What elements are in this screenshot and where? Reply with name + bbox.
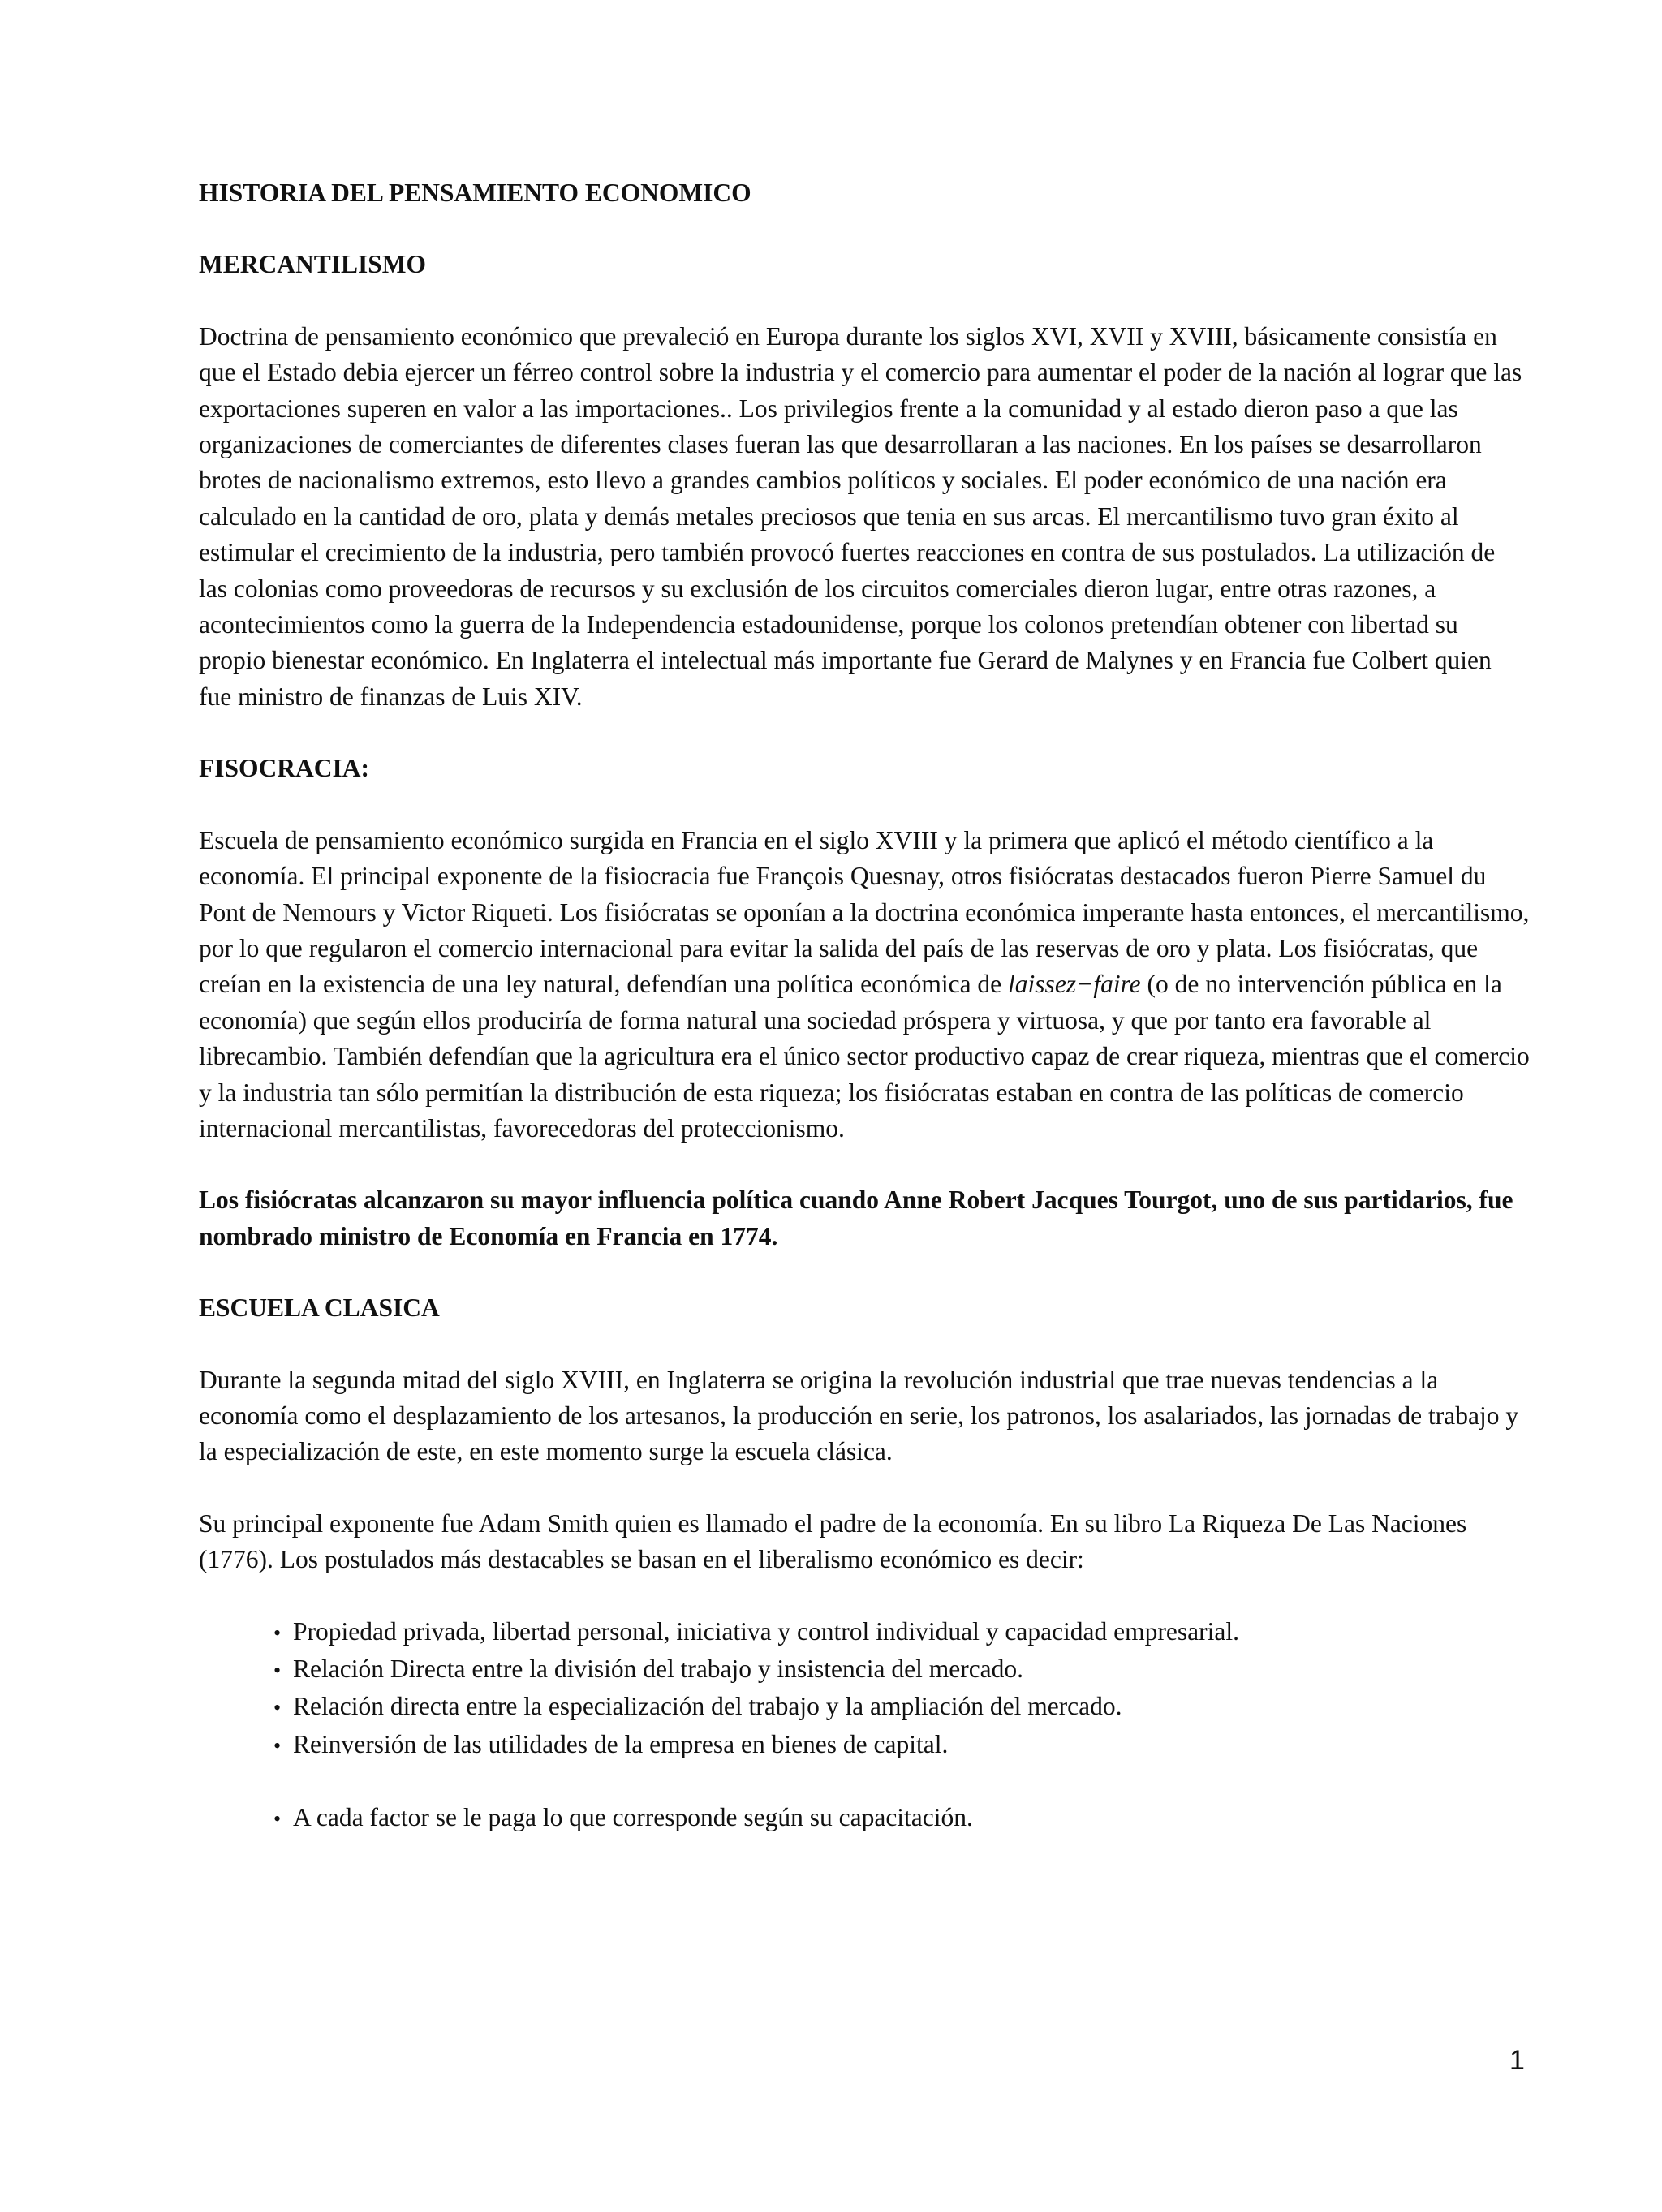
list-item xyxy=(273,1689,1530,1726)
paragraph-fisiocracia-bold: Los fisiócratas alcanzaron su mayor influencia política cuando Anne Robert Jacques Tourgot, uno de sus partidarios, fue nombrado ministro de Economía en Francia en 1774. xyxy=(199,1186,1513,1250)
list-item-text: Reinversión de las utilidades de la empresa en bienes de capital. xyxy=(293,1729,949,1758)
list-item xyxy=(273,1800,1530,1837)
list-item xyxy=(273,1727,1530,1764)
postulados-list-extra xyxy=(199,1800,1530,1837)
fisiocracia-text-part1: Escuela de pensamiento económico surgida en Francia en el siglo XVIII y la primera que aplicó el método científico a la economía. El principal exponente de la fisiocracia fue François Quesnay, otros fisiócratas destacados fueron Pierre Samuel du Pont de Nemours y Victor Riqueti. Los fisiócratas se oponían a la doctrina económica imperante hasta entonces, el mercantilismo, por lo que regularon el comercio internacional para evitar la salida del país de las reservas de oro y plata. Los fisiócratas, que creían en la existencia de una ley natural, defendían una política económica de xyxy=(199,825,1530,999)
paragraph-mercantilismo: Doctrina de pensamiento económico que prevaleció en Europa durante los siglos XVI, XVII y XVIII, básicamente consistía en que el Estado debia ejercer un férreo control sobre la industria y el comercio para aumentar el poder de la nación al lograr que las exportaciones superen en valor a las importaciones.. Los privilegios frente a la comunidad y al estado dieron paso a que las organizaciones de comerciantes de diferentes clases fueran las que desarrollaran a las naciones. En los países se desarrollaron brotes de nacionalismo extremos, esto llevo a grandes cambios políticos y sociales. El poder económico de una nación era calculado en la cantidad de oro, plata y demás metales preciosos que tenia en sus arcas. El mercantilismo tuvo gran éxito al estimular el crecimiento de la industria, pero también provocó fuertes reacciones en contra de sus postulados. La utilización de las colonias como proveedoras de recursos y su exclusión de los circuitos comerciales dieron lugar, entre otras razones, a acontecimientos como la guerra de la Independencia estadounidense, porque los colonos pretendían obtener con libertad su propio bienestar económico. En Inglaterra el intelectual más importante fue Gerard de Malynes y en Francia fue Colbert quien fue ministro de finanzas de Luis XIV. xyxy=(199,321,1522,711)
fisiocracia-italic-term: laissez−faire xyxy=(1008,970,1141,999)
list-item xyxy=(273,1651,1530,1689)
document-page xyxy=(199,175,1530,1838)
list-item-text: Propiedad privada, libertad personal, iniciativa y control individual y capacidad empresarial. xyxy=(293,1616,1239,1646)
list-item-text: A cada factor se le paga lo que corresponde según su capacitación. xyxy=(293,1803,973,1832)
bullet-icon: • xyxy=(273,1807,282,1831)
postulados-list xyxy=(199,1614,1530,1765)
paragraph-escuela-clasica-1: Durante la segunda mitad del siglo XVIII, en Inglaterra se origina la revolución industrial que trae nuevas tendencias a la economía como el desplazamiento de los artesanos, la producción en serie, los patronos, los asalariados, las jornadas de trabajo y la especialización de este, en este momento surge la escuela clásica. xyxy=(199,1365,1519,1466)
heading-escuela-clasica: ESCUELA CLASICA xyxy=(199,1293,440,1323)
heading-mercantilismo: MERCANTILISMO xyxy=(199,250,427,279)
paragraph-escuela-clasica-2: Su principal exponente fue Adam Smith quien es llamado el padre de la economía. En su libro La Riqueza De Las Naciones (1776). Los postulados más destacables se basan en el liberalismo económico es decir: xyxy=(199,1508,1467,1574)
bullet-icon: • xyxy=(273,1696,282,1720)
bullet-icon: • xyxy=(273,1659,282,1682)
page-number: 1 xyxy=(1509,2045,1525,2076)
document-title: HISTORIA DEL PENSAMIENTO ECONOMICO xyxy=(199,179,751,207)
bullet-icon: • xyxy=(273,1733,282,1758)
heading-fisiocracia: FISOCRACIA: xyxy=(199,754,370,783)
bullet-icon: • xyxy=(273,1620,282,1645)
list-item-text: Relación Directa entre la división del trabajo y insistencia del mercado. xyxy=(293,1655,1024,1683)
fisiocracia-text-part2: (o de no intervención pública en la economía) que según ellos produciría de forma natural una sociedad próspera y virtuosa, y que por tanto era favorable al librecambio. También defendían que la agricultura era el único sector productivo capaz de crear riqueza, mientras que el comercio y la industria tan sólo permitían la distribución de esta riqueza; los fisiócratas estaban en contra de las políticas de comercio internacional mercantilistas, favorecedoras del proteccionismo. xyxy=(199,970,1530,1143)
list-item-text: Relación directa entre la especialización del trabajo y la ampliación del mercado. xyxy=(293,1692,1122,1721)
list-item xyxy=(273,1614,1530,1651)
paragraph-fisiocracia xyxy=(199,823,1530,1147)
